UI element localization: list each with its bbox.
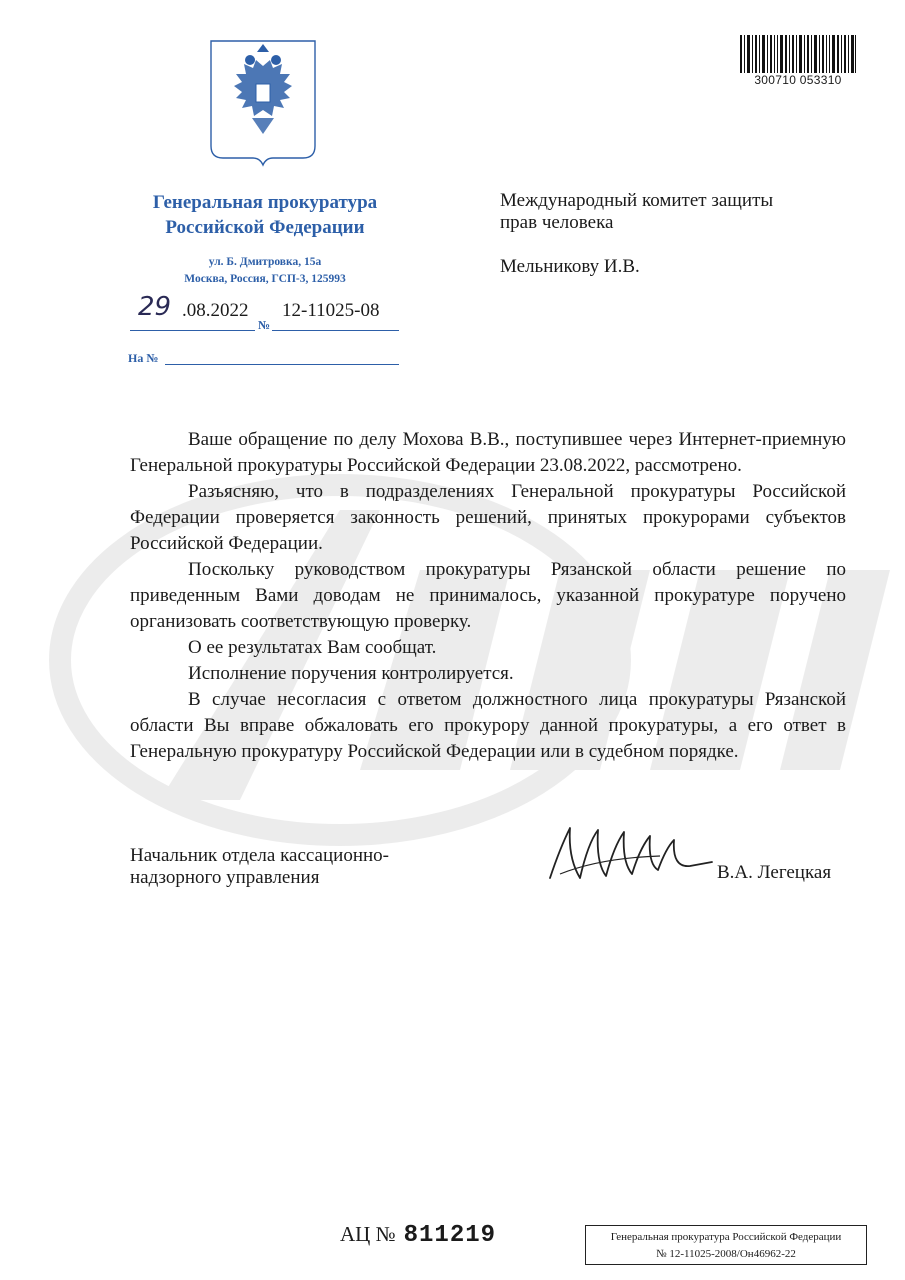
signer-title xyxy=(130,845,450,889)
date-day-handwritten: 29 xyxy=(138,292,172,322)
signer-title-line1: Начальник отдела кассационно- xyxy=(130,845,389,866)
handwritten-signature xyxy=(540,818,720,898)
registration-line2: № 12-11025-2008/Он46962-22 xyxy=(656,1248,796,1260)
barcode-number: 300710 053310 xyxy=(738,73,858,87)
issuer-address-line2: Москва, Россия, ГСП-3, 125993 xyxy=(184,273,346,285)
recipient-person: Мельникову И.В. xyxy=(500,256,640,277)
registration-line1: Генеральная прокуратура Российской Федерации xyxy=(610,1231,842,1243)
number-underline xyxy=(272,330,399,331)
serial-value: 811219 xyxy=(403,1222,497,1249)
registration-box xyxy=(585,1225,867,1265)
body-paragraph-6: В случае несогласия с ответом должностного лица прокуратуры Рязанской области Вы вправе обжаловать его прокурору данной прокуратуры, а его ответ в Генеральную прокуратуру Российской Федерации или в судебном порядке. xyxy=(130,689,846,762)
reply-to-label: На № xyxy=(128,351,159,365)
date-month-year: .08.2022 xyxy=(182,300,249,321)
issuer-address-line1: ул. Б. Дмитровка, 15а xyxy=(208,256,322,268)
issuer-name-line2: Российской Федерации xyxy=(165,217,365,238)
letter-body xyxy=(130,427,846,765)
body-paragraph-1: Ваше обращение по делу Мохова В.В., поступившее через Интернет-приемную Генеральной прокуратуры Российской Федерации 23.08.2022, рассмотрено. xyxy=(130,429,846,476)
body-paragraph-3: Поскольку руководством прокуратуры Рязанской области решение по приведенным Вами доводам не принималось, указанной прокуратуре поручено организовать соответствующую проверку. xyxy=(130,559,846,632)
reply-to-underline xyxy=(165,364,399,365)
coat-of-arms-icon xyxy=(208,38,318,168)
serial-number xyxy=(340,1222,496,1249)
date-underline xyxy=(130,330,255,331)
recipient-org-line1: Международный комитет защиты xyxy=(500,190,774,211)
outgoing-number: 12-11025-08 xyxy=(282,300,380,321)
signer-name: В.А. Легецкая xyxy=(717,862,832,883)
body-paragraph-2: Разъясняю, что в подразделениях Генеральной прокуратуры Российской Федерации проверяется законность решений, принятых прокурорами субъектов Российской Федерации. xyxy=(130,481,846,554)
body-paragraph-4: О ее результатах Вам сообщат. xyxy=(188,637,437,658)
issuer-address xyxy=(110,254,420,288)
signer-title-line2: надзорного управления xyxy=(130,867,320,888)
serial-label: АЦ № xyxy=(340,1222,396,1246)
body-paragraph-5: Исполнение поручения контролируется. xyxy=(188,663,514,684)
recipient-org-line2: прав человека xyxy=(500,212,614,233)
number-sign: № xyxy=(258,318,271,332)
recipient-block xyxy=(500,190,840,278)
issuer-name-line1: Генеральная прокуратура xyxy=(152,192,378,213)
issuer-name xyxy=(110,190,420,240)
